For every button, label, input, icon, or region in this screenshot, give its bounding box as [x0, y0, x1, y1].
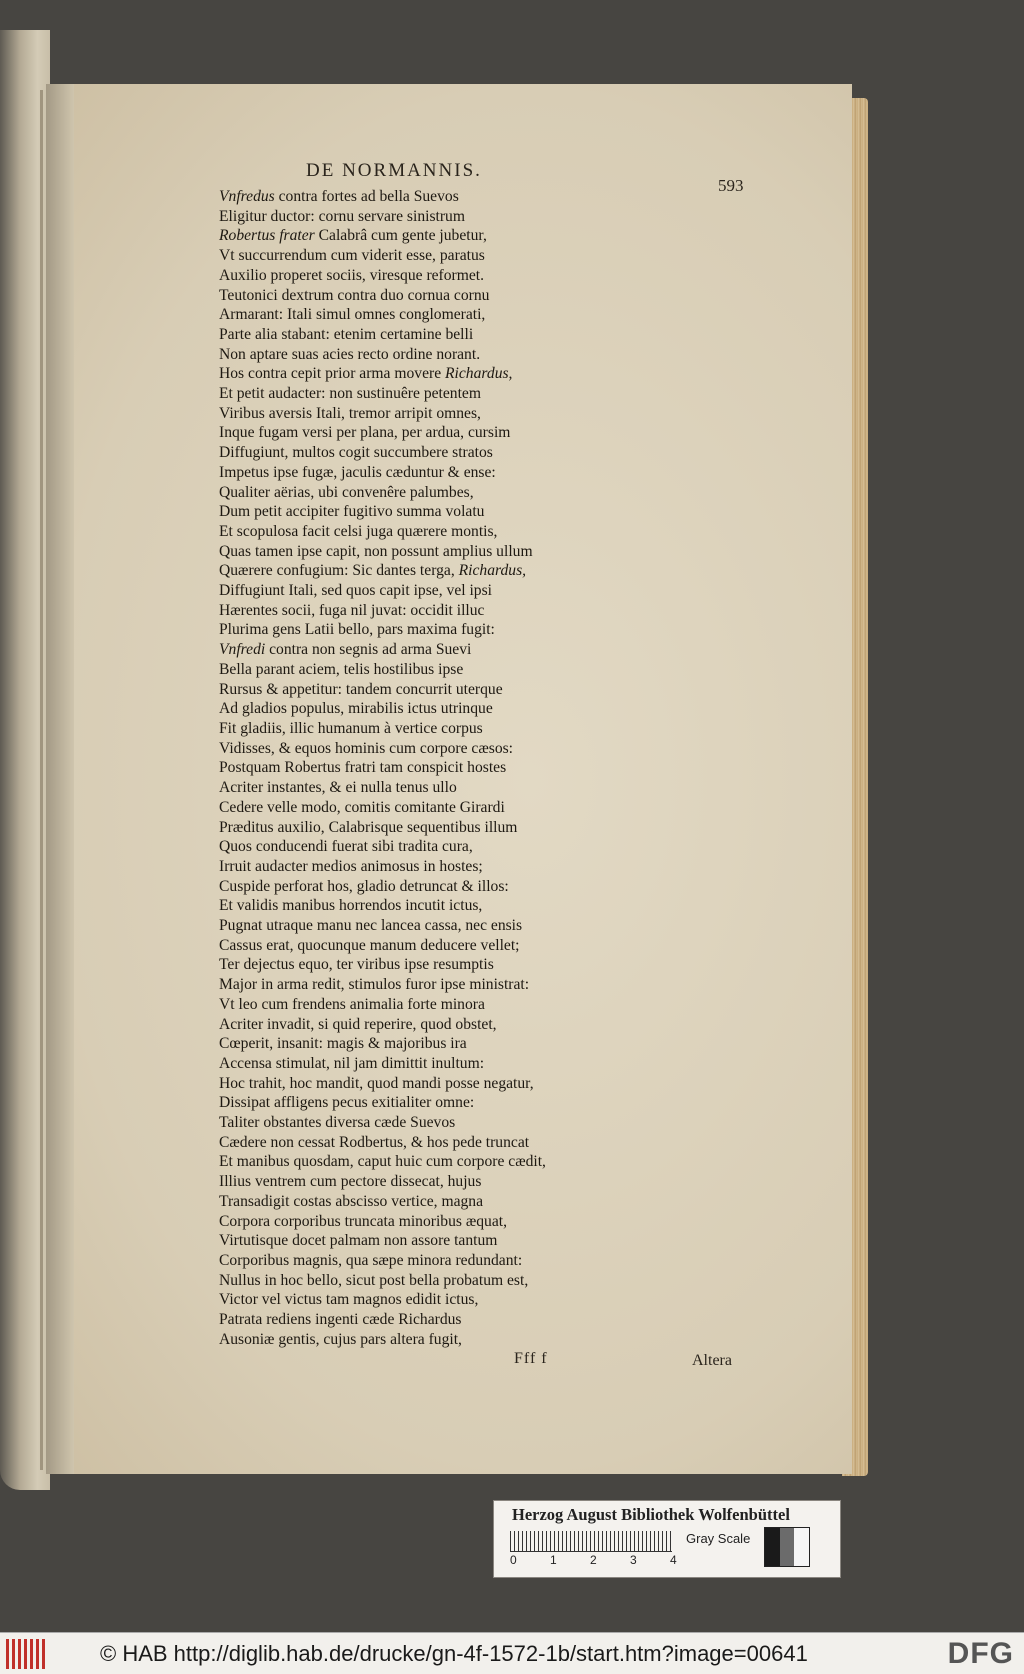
verse-line — [219, 384, 619, 404]
verse-line — [219, 975, 619, 995]
verse-line — [219, 739, 619, 759]
verse-segment: Et manibus quosdam, caput huic cum corpore cædit, — [219, 1153, 546, 1171]
verse-segment: Pugnat utraque manu nec lancea cassa, nec ensis — [219, 917, 523, 935]
page-edge-stripe — [40, 90, 43, 1470]
scale-card-title: Herzog August Bibliothek Wolfenbüttel — [512, 1505, 790, 1524]
verse-segment: Transadigit costas abscisso vertice, magna — [219, 1192, 484, 1210]
verse-line — [219, 1172, 619, 1192]
verse-line — [219, 758, 619, 778]
verse-line — [219, 463, 619, 483]
verse-segment: Cædere non cessat Rodbertus, & hos pede truncat — [219, 1133, 530, 1151]
verse-line — [219, 1152, 619, 1172]
verse-line — [219, 601, 619, 621]
verse-line — [219, 1212, 619, 1232]
signature-mark: Fff f — [514, 1350, 548, 1367]
verse-line — [219, 818, 619, 838]
verse-segment: Hærentes socii, fuga nil juvat: occidit illuc — [219, 601, 485, 619]
verse-segment: Eligitur ductor: cornu servare sinistrum — [219, 207, 465, 225]
verse-line — [219, 1074, 619, 1094]
verse-segment: Teutonici dextrum contra duo cornua cornu — [219, 286, 490, 304]
verse-segment: Cœperit, insanit: magis & majoribus ira — [219, 1035, 467, 1053]
hab-logo-icon — [6, 1639, 48, 1669]
grayscale-swatch — [780, 1528, 795, 1566]
verse-segment: Corporibus magnis, qua sæpe minora redundant: — [219, 1251, 523, 1269]
verse-segment: Plurima gens Latii bello, pars maxima fugit: — [219, 621, 495, 639]
verse-line — [219, 1054, 619, 1074]
verse-line — [219, 1251, 619, 1271]
verse-line — [219, 443, 619, 463]
verse-line — [219, 502, 619, 522]
verse-segment: Rursus & appetitur: tandem concurrit uterque — [219, 680, 503, 698]
verse-segment: Virtutisque docet palmam non assore tantum — [219, 1232, 498, 1250]
verse-segment: Hoc trahit, hoc mandit, quod mandi posse negatur, — [219, 1074, 534, 1092]
color-scale-card — [493, 1500, 841, 1578]
verse-line — [219, 483, 619, 503]
verse-line — [219, 423, 619, 443]
verse-segment: Postquam Robertus fratri tam conspicit hostes — [219, 759, 507, 777]
verse-segment: Illius ventrem cum pectore dissecat, hujus — [219, 1173, 482, 1191]
verse-line — [219, 246, 619, 266]
grayscale-swatches — [764, 1527, 810, 1567]
verse-segment: Auxilio properet sociis, viresque reformet. — [219, 266, 485, 284]
verse-line — [219, 1015, 619, 1035]
verse-segment: Viribus aversis Itali, tremor arripit omnes, — [219, 404, 481, 422]
verse-segment: Bella parant aciem, telis hostilibus ipse — [219, 660, 464, 678]
page-number: 593 — [718, 176, 744, 195]
grayscale-swatch — [794, 1528, 809, 1566]
verse-segment: Vt leo cum frendens animalia forte minora — [219, 995, 485, 1013]
running-head: DE NORMANNIS. — [306, 160, 482, 181]
verse-line — [219, 936, 619, 956]
verse-italic-segment: Robertus frater — [219, 227, 315, 245]
ruler-number: 2 — [590, 1553, 597, 1567]
verse-line — [219, 837, 619, 857]
verse-segment: Diffugiunt Itali, sed quos capit ipse, vel ipsi — [219, 582, 492, 600]
verse-italic-segment: Vnfredi — [219, 641, 266, 659]
verse-segment: Acriter invadit, si quid reperire, quod obstet, — [219, 1015, 497, 1033]
verse-line — [219, 896, 619, 916]
verse-block — [219, 187, 619, 1349]
ruler-number: 3 — [630, 1553, 637, 1567]
verse-segment: Quas tamen ipse capit, non possunt amplius ullum — [219, 542, 533, 560]
verse-line — [219, 1271, 619, 1291]
verse-line — [219, 1192, 619, 1212]
verse-segment: Cuspide perforat hos, gladio detruncat & illos: — [219, 877, 509, 895]
page-gutter — [46, 84, 74, 1474]
verse-segment: Et validis manibus horrendos incutit ictus, — [219, 897, 483, 915]
verse-line — [219, 226, 619, 246]
catchword: Altera — [692, 1352, 732, 1369]
verse-segment: Qualiter aërias, ubi convenêre palumbes, — [219, 483, 474, 501]
verse-line — [219, 187, 619, 207]
verse-line — [219, 266, 619, 286]
verse-segment: Vidisses, & equos hominis cum corpore cæsos: — [219, 739, 514, 757]
verse-segment: Præditus auxilio, Calabrisque sequentibus illum — [219, 818, 518, 836]
verse-line — [219, 699, 619, 719]
ruler-number: 1 — [550, 1553, 557, 1567]
verse-segment: Cassus erat, quocunque manum deducere vellet; — [219, 936, 520, 954]
verse-segment: Non aptare suas acies recto ordine norant. — [219, 345, 481, 363]
verse-segment: Ter dejectus equo, ter viribus ipse resumptis — [219, 956, 494, 974]
verse-line — [219, 305, 619, 325]
verse-italic-segment: Richardus, — [445, 365, 513, 383]
verse-segment: Major in arma redit, stimulos furor ipse ministrat: — [219, 976, 530, 994]
verse-line — [219, 640, 619, 660]
verse-line — [219, 1310, 619, 1330]
ruler-scale — [510, 1531, 672, 1552]
verse-line — [219, 1290, 619, 1310]
verse-segment: Taliter obstantes diversa cæde Suevos — [219, 1114, 456, 1132]
verse-segment: Cedere velle modo, comitis comitante Girardi — [219, 798, 505, 816]
verse-line — [219, 581, 619, 601]
verse-line — [219, 778, 619, 798]
verse-line — [219, 364, 619, 384]
verse-segment: Victor vel victus tam magnos edidit ictus, — [219, 1291, 479, 1309]
verse-line — [219, 1231, 619, 1251]
verse-segment: Et scopulosa facit celsi juga quærere montis, — [219, 522, 498, 540]
verse-segment: Ausoniæ gentis, cujus pars altera fugit, — [219, 1330, 462, 1348]
verse-segment: Et petit audacter: non sustinuêre petentem — [219, 385, 481, 403]
verse-segment: Quos conducendi fuerat sibi tradita cura, — [219, 838, 473, 856]
verse-line — [219, 1034, 619, 1054]
verse-segment: Parte alia stabant: etenim certamine belli — [219, 325, 474, 343]
verse-segment: Accensa stimulat, nil jam dimittit inultum: — [219, 1054, 485, 1072]
dfg-logo: DFG — [947, 1637, 1014, 1670]
verse-segment: Diffugiunt, multos cogit succumbere stratos — [219, 444, 493, 462]
verse-line — [219, 522, 619, 542]
verse-segment: Armarant: Itali simul omnes conglomerati, — [219, 306, 486, 324]
ruler-number: 4 — [670, 1553, 677, 1567]
verse-segment: Hos contra cepit prior arma movere — [219, 365, 446, 383]
verse-line — [219, 620, 619, 640]
verse-segment: Nullus in hoc bello, sicut post bella probatum est, — [219, 1271, 529, 1289]
verse-segment: Impetus ipse fugæ, jaculis cæduntur & ense: — [219, 463, 496, 481]
verse-line — [219, 798, 619, 818]
verse-line — [219, 660, 619, 680]
verse-line — [219, 1093, 619, 1113]
verse-segment: Dum petit accipiter fugitivo summa volatu — [219, 503, 485, 521]
verse-line — [219, 561, 619, 581]
verse-line — [219, 1330, 619, 1350]
verse-segment: Patrata rediens ingenti cæde Richardus — [219, 1311, 462, 1329]
grayscale-swatch — [765, 1528, 780, 1566]
ruler-number: 0 — [510, 1553, 517, 1567]
verse-line — [219, 207, 619, 227]
verse-line — [219, 680, 619, 700]
verse-line — [219, 404, 619, 424]
verse-segment: Ad gladios populus, mirabilis ictus utrinque — [219, 700, 493, 718]
verse-segment: Calabrâ cum gente jubetur, — [314, 227, 487, 245]
verse-line — [219, 955, 619, 975]
verse-line — [219, 325, 619, 345]
verse-line — [219, 1113, 619, 1133]
verse-segment: Acriter instantes, & ei nulla tenus ullo — [219, 779, 457, 797]
verse-italic-segment: Vnfredus — [219, 188, 275, 205]
verse-segment: Dissipat affligens pecus exitialiter omne: — [219, 1094, 475, 1112]
verse-line — [219, 286, 619, 306]
verse-segment: Irruit audacter medios animosus in hostes; — [219, 857, 483, 875]
previous-page-edge — [0, 30, 50, 1490]
verse-line — [219, 1133, 619, 1153]
verse-line — [219, 995, 619, 1015]
grayscale-label: Gray Scale — [686, 1531, 751, 1546]
verse-line — [219, 345, 619, 365]
verse-segment: Inque fugam versi per plana, per ardua, cursim — [219, 424, 511, 442]
verse-line — [219, 542, 619, 562]
verse-segment: contra fortes ad bella Suevos — [274, 188, 459, 205]
verse-line — [219, 857, 619, 877]
verse-line — [219, 916, 619, 936]
verse-segment: Vt succurrendum cum viderit esse, paratus — [219, 247, 485, 265]
verse-line — [219, 719, 619, 739]
verse-segment: contra non segnis ad arma Suevi — [265, 641, 472, 659]
verse-line — [219, 877, 619, 897]
verse-italic-segment: Richardus, — [458, 562, 527, 580]
verse-segment: Corpora corporibus truncata minoribus æquat, — [219, 1212, 507, 1230]
footer-url[interactable]: © HAB http://diglib.hab.de/drucke/gn-4f-1572-1b/start.htm?image=00641 — [100, 1641, 808, 1666]
verse-segment: Fit gladiis, illic humanum à vertice corpus — [219, 719, 483, 737]
verse-segment: Quærere confugium: Sic dantes terga, — [219, 562, 459, 580]
footer-bar — [0, 1632, 1024, 1674]
